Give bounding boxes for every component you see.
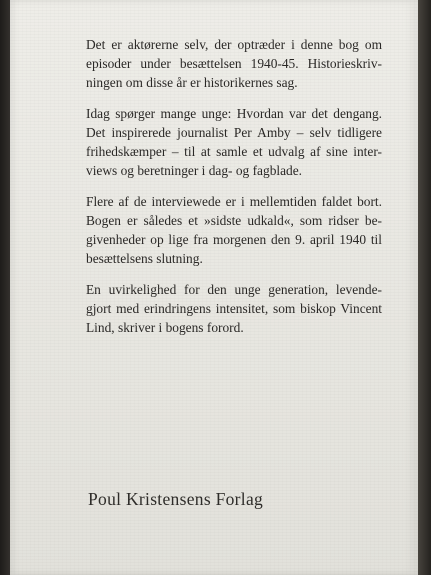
text-line: besættelsens slutning.	[86, 251, 203, 266]
text-line: Det er aktørerne selv, der optræder i denne bog om	[86, 37, 382, 52]
text-line: frihedskæmper – til at samle et udvalg af sine inter-	[86, 144, 382, 159]
paragraph-4	[86, 280, 382, 337]
book-back-cover	[10, 0, 418, 575]
text-line: ningen om disse år er historikernes sag.	[86, 75, 298, 90]
background-right-edge	[417, 0, 431, 575]
text-line: Det inspirerede journalist Per Amby – selv tidligere	[86, 125, 382, 140]
text-line: gjort med erindringens intensitet, som biskop Vincent	[86, 301, 382, 316]
blurb-text	[86, 35, 382, 349]
text-line: Idag spørger mange unge: Hvordan var det dengang.	[86, 106, 382, 121]
publisher-name: Poul Kristensens Forlag	[88, 489, 264, 509]
paragraph-1	[86, 35, 382, 92]
paragraph-3	[86, 192, 382, 268]
text-line: views og beretninger i dag- og fagblade.	[86, 163, 303, 178]
paragraph-2	[86, 104, 382, 180]
text-line: episoder under besættelsen 1940-45. Historieskriv-	[86, 56, 382, 71]
text-line: Lind, skriver i bogens forord.	[86, 320, 244, 335]
text-line: En uvirkelighed for den unge generation, levende-	[86, 282, 382, 297]
text-line: Bogen er således et »sidste udkald«, som ridser be-	[86, 213, 382, 228]
text-line: givenheder op lige fra morgenen den 9. april 1940 til	[86, 232, 382, 247]
text-line: Flere af de interviewede er i mellemtiden faldet bort.	[86, 194, 382, 209]
